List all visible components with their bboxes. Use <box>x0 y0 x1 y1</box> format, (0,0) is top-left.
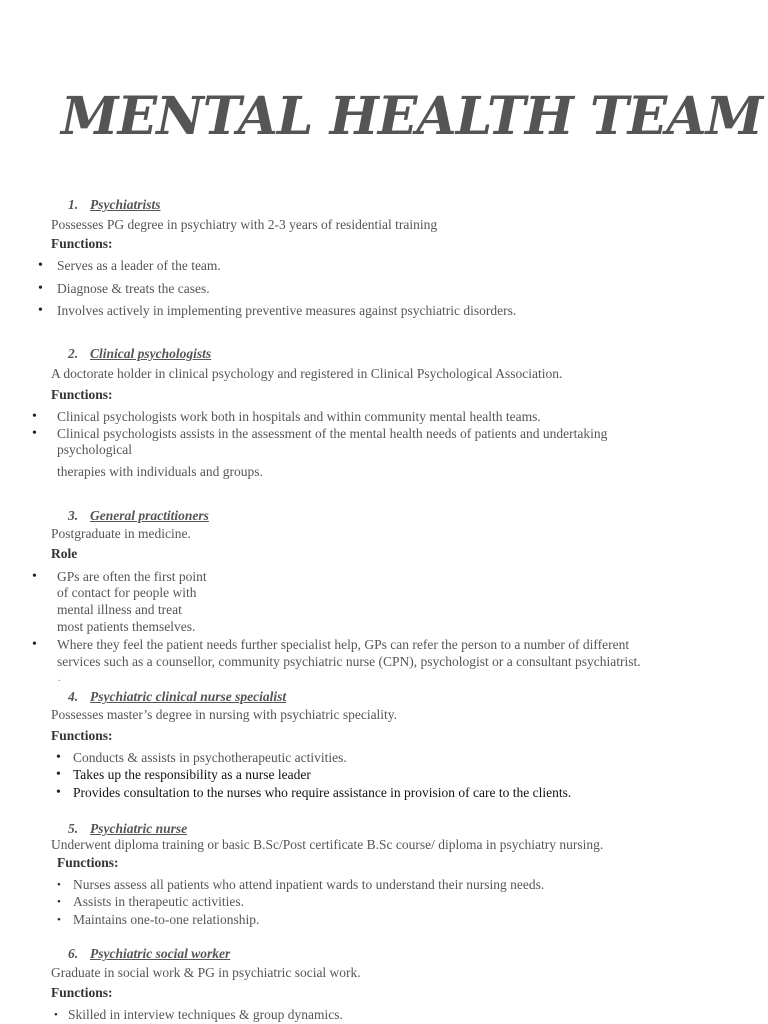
section-heading-psychiatrists <box>68 197 161 213</box>
list-item-continuation: of contact for people with <box>57 585 197 600</box>
section-number: 3. <box>68 508 79 523</box>
bullet-icon: • <box>57 896 61 908</box>
list-item-continuation: therapies with individuals and groups. <box>57 464 263 479</box>
functions-label: Functions: <box>51 985 113 1000</box>
section-heading-psychiatric-clinical-nurse-specialist <box>68 689 286 705</box>
bullet-icon: • <box>57 879 61 891</box>
section-title: Psychiatric social worker <box>90 946 231 961</box>
list-item: • Where they feel the patient needs further specialist help, GPs can refer the person to a number of different <box>32 637 630 652</box>
list-item: • Takes up the responsibility as a nurse leader <box>56 767 311 782</box>
section-description: Possesses master’s degree in nursing with psychiatric speciality. <box>51 707 398 722</box>
functions-label: Functions: <box>51 728 113 743</box>
section-number: 1. <box>68 197 79 212</box>
section-description: A doctorate holder in clinical psychology and registered in Clinical Psychological Association. <box>51 366 563 381</box>
functions-label: Functions: <box>51 387 113 402</box>
section-heading-clinical-psychologists <box>68 346 211 362</box>
list-item-continuation: mental illness and treat <box>57 602 182 617</box>
list-item: • Skilled in interview techniques & group dynamics. <box>54 1007 343 1022</box>
trailing-mark: . <box>58 673 61 684</box>
list-item: • Clinical psychologists assists in the assessment of the mental health needs of patients and undertaking <box>32 426 608 441</box>
section-title: Psychiatric clinical nurse specialist <box>90 689 287 704</box>
section-description: Postgraduate in medicine. <box>51 526 191 541</box>
list-item-continuation: psychological <box>57 442 132 457</box>
section-number: 4. <box>68 689 79 704</box>
bullet-icon: • <box>38 258 43 273</box>
list-item: • Clinical psychologists work both in hospitals and within community mental health teams. <box>32 409 541 424</box>
list-item: • Assists in therapeutic activities. <box>57 894 244 909</box>
list-item: • Conducts & assists in psychotherapeutic activities. <box>56 750 347 765</box>
section-number: 5. <box>68 821 79 836</box>
list-item-continuation: most patients themselves. <box>57 619 196 634</box>
bullet-icon: • <box>32 426 37 441</box>
bullet-icon: • <box>57 914 61 926</box>
section-description: Underwent diploma training or basic B.Sc/Post certificate B.Sc course/ diploma in psychiatry nursing. <box>51 837 604 852</box>
functions-label: Functions: <box>57 855 119 870</box>
list-item: • Provides consultation to the nurses who require assistance in provision of care to the clients. <box>56 785 572 800</box>
document-title: MENTAL HEALTH TEAM <box>61 86 763 147</box>
list-item: • Involves actively in implementing preventive measures against psychiatric disorders. <box>38 303 517 318</box>
bullet-icon: • <box>32 409 37 424</box>
section-heading-general-practitioners <box>68 508 209 524</box>
bullet-icon: • <box>38 303 43 318</box>
section-title: Psychiatrists <box>90 197 161 212</box>
list-item: • Maintains one-to-one relationship. <box>57 912 260 927</box>
bullet-icon: • <box>54 1009 58 1021</box>
list-item-continuation: services such as a counsellor, community psychiatric nurse (CPN), psychologist or a consultant psychiatrist. <box>57 654 641 669</box>
bullet-icon: • <box>56 750 61 765</box>
section-heading-psychiatric-social-worker <box>68 946 230 962</box>
list-item: • Diagnose & treats the cases. <box>38 281 210 296</box>
list-item: • Nurses assess all patients who attend inpatient wards to understand their nursing needs. <box>57 877 545 892</box>
section-description: Possesses PG degree in psychiatry with 2-3 years of residential training <box>51 217 438 232</box>
role-label: Role <box>51 546 78 561</box>
bullet-icon: • <box>56 767 61 782</box>
section-number: 6. <box>68 946 79 961</box>
bullet-icon: • <box>32 637 37 652</box>
functions-label: Functions: <box>51 236 113 251</box>
section-heading-psychiatric-nurse <box>68 821 187 837</box>
list-item: • Serves as a leader of the team. <box>38 258 221 273</box>
section-number: 2. <box>68 346 79 361</box>
section-title: General practitioners <box>90 508 209 523</box>
list-item: • GPs are often the first point <box>32 569 207 584</box>
bullet-icon: • <box>56 785 61 800</box>
section-description: Graduate in social work & PG in psychiatric social work. <box>51 965 361 980</box>
bullet-icon: • <box>38 281 43 296</box>
section-title: Clinical psychologists <box>90 346 212 361</box>
section-title: Psychiatric nurse <box>90 821 188 836</box>
bullet-icon: • <box>32 569 37 584</box>
